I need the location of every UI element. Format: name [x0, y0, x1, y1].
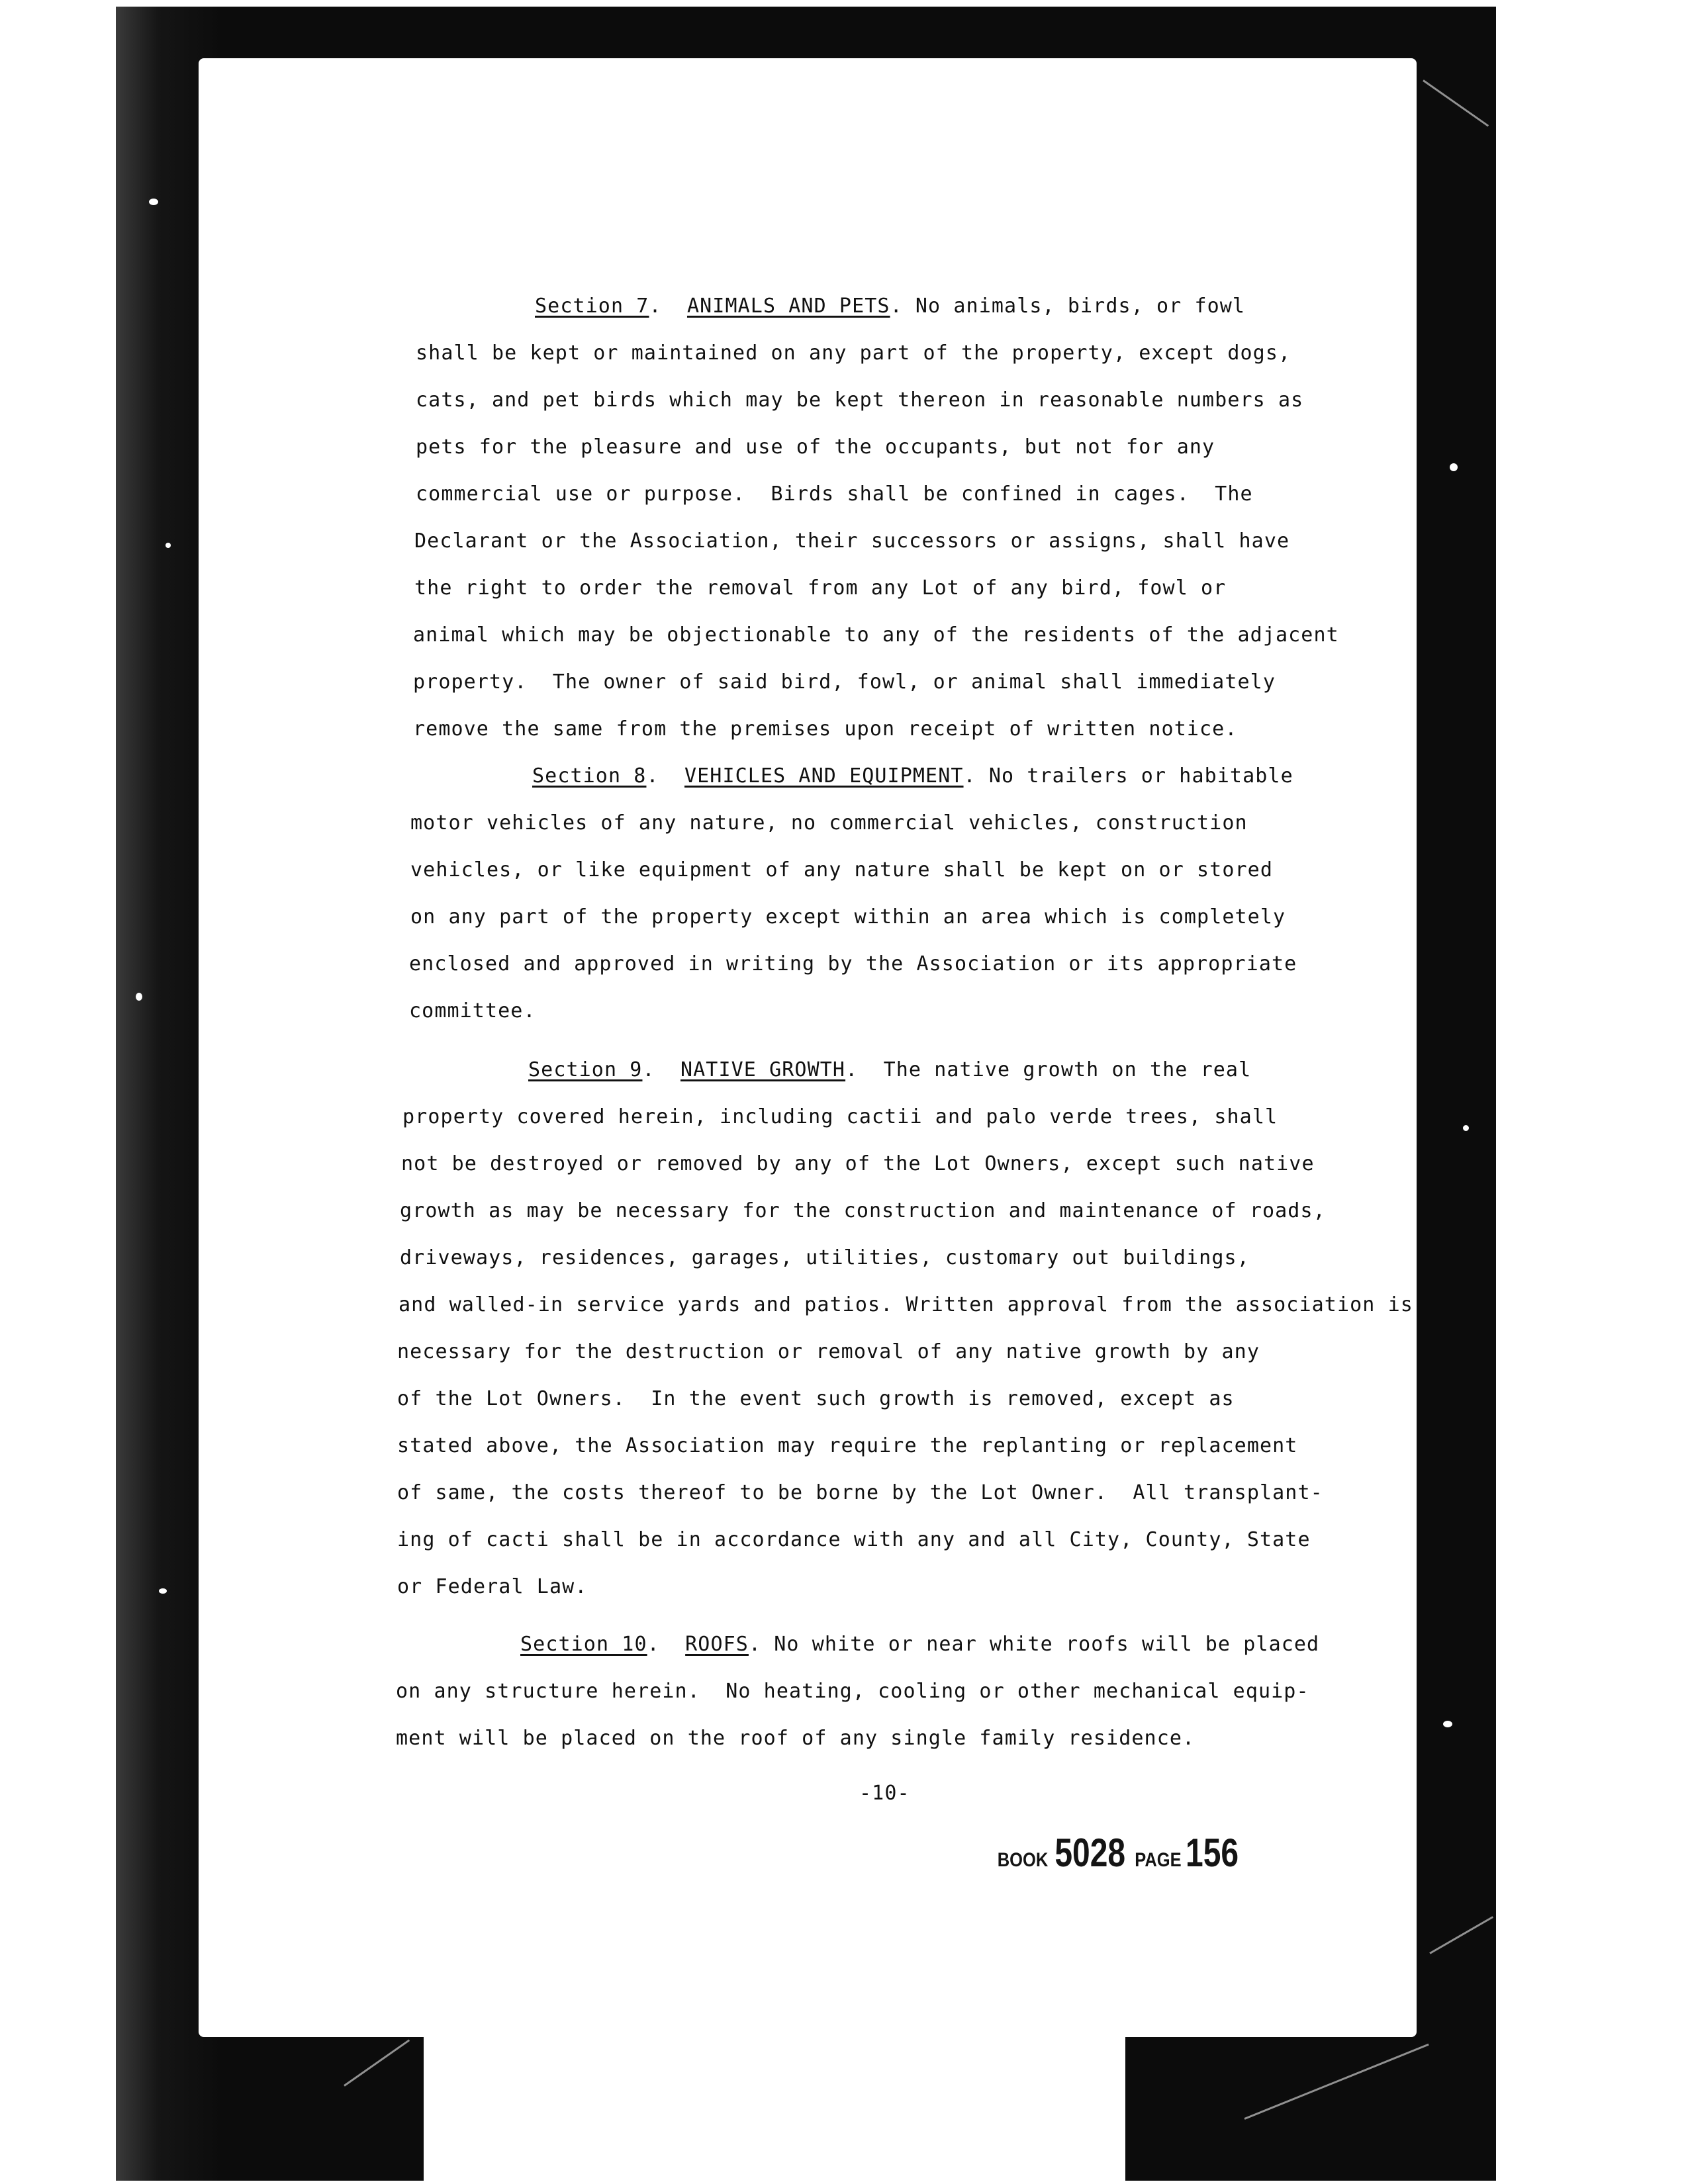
section-8-label: Section 8: [532, 764, 647, 788]
scan-speck: [1463, 1125, 1469, 1131]
scan-speck: [1443, 1721, 1452, 1727]
section-8-line-0: No trailers or habitable: [976, 764, 1293, 788]
section-9-line-3: growth as may be necessary for the construction and maintenance of roads,: [400, 1199, 1326, 1222]
section-7-line-2: cats, and pet birds which may be kept thereon in reasonable numbers as: [416, 388, 1304, 412]
section-9-line-2: not be destroyed or removed by any of the Lot Owners, except such native: [401, 1152, 1315, 1175]
section-7-line-5: Declarant or the Association, their successors or assigns, shall have: [414, 529, 1290, 553]
section-9-heading-line: Section 9. NATIVE GROWTH. The native growth on the real: [528, 1058, 1252, 1081]
section-7-line-0: No animals, birds, or fowl: [902, 295, 1246, 318]
section-9-line-9: of same, the costs thereof to be borne by the Lot Owner. All transplant-: [397, 1481, 1323, 1504]
section-8-line-2: vehicles, or like equipment of any nature shall be kept on or stored: [410, 858, 1273, 882]
section-7-heading-line: Section 7. ANIMALS AND PETS. No animals, birds, or fowl: [535, 295, 1246, 318]
section-8-title: VEHICLES AND EQUIPMENT: [684, 764, 964, 788]
section-7-line-9: remove the same from the premises upon receipt of written notice.: [413, 717, 1238, 741]
stamp-book-label: BOOK: [997, 1849, 1049, 1871]
section-7-line-7: animal which may be objectionable to any of the residents of the adjacent: [413, 623, 1339, 647]
scan-speck: [159, 1588, 167, 1594]
section-10-line-0: No white or near white roofs will be placed: [761, 1633, 1320, 1656]
section-10-title: ROOFS: [685, 1633, 749, 1656]
recording-stamp: [993, 1830, 1239, 1876]
scan-bottom-gap: [424, 2035, 1125, 2184]
scan-speck: [149, 199, 158, 205]
stamp-book-number: 5028: [1055, 1831, 1126, 1875]
section-9-line-10: ing of cacti shall be in accordance with any and all City, County, State: [397, 1528, 1311, 1551]
section-9-line-1: property covered herein, including cactii and palo verde trees, shall: [402, 1105, 1278, 1128]
section-9-line-7: of the Lot Owners. In the event such growth is removed, except as: [397, 1387, 1235, 1410]
section-7-title: ANIMALS AND PETS: [686, 295, 890, 318]
section-8-heading-line: Section 8. VEHICLES AND EQUIPMENT. No trailers or habitable: [532, 764, 1293, 788]
section-9-line-6: necessary for the destruction or removal of any native growth by any: [397, 1340, 1260, 1363]
section-8-line-5: committee.: [409, 999, 536, 1023]
section-10-line-2: ment will be placed on the roof of any single family residence.: [396, 1727, 1196, 1750]
section-8-line-1: motor vehicles of any nature, no commercial vehicles, construction: [410, 811, 1248, 835]
section-9-title: NATIVE GROWTH: [680, 1058, 846, 1081]
section-9-line-4: driveways, residences, garages, utilities, customary out buildings,: [400, 1246, 1250, 1269]
section-10-heading-line: Section 10. ROOFS. No white or near white roofs will be placed: [520, 1633, 1320, 1656]
page-number: -10-: [859, 1782, 910, 1805]
section-10-line-1: on any structure herein. No heating, cooling or other mechanical equip-: [396, 1680, 1309, 1703]
section-8-line-4: enclosed and approved in writing by the Association or its appropriate: [409, 952, 1297, 976]
section-10-label: Section 10: [520, 1633, 647, 1656]
section-7-line-3: pets for the pleasure and use of the occupants, but not for any: [416, 435, 1215, 459]
scan-speck: [136, 993, 142, 1001]
scan-speck: [1450, 463, 1458, 471]
section-9-label: Section 9: [528, 1058, 643, 1081]
section-9-line-5: and walled-in service yards and patios. Written approval from the association is: [399, 1293, 1413, 1316]
scan-speck: [165, 543, 171, 548]
section-7-line-6: the right to order the removal from any Lot of any bird, fowl or: [414, 576, 1227, 600]
section-7-line-4: commercial use or purpose. Birds shall be confined in cages. The: [416, 482, 1253, 506]
stamp-page-number: 156: [1185, 1831, 1239, 1875]
section-9-line-0: The native growth on the real: [858, 1058, 1252, 1081]
section-8-line-3: on any part of the property except within an area which is completely: [410, 905, 1286, 929]
section-7-line-8: property. The owner of said bird, fowl, or animal shall immediately: [413, 670, 1276, 694]
section-7-line-1: shall be kept or maintained on any part of the property, except dogs,: [416, 341, 1291, 365]
stamp-page-label: PAGE: [1135, 1849, 1182, 1871]
section-7-label: Section 7: [535, 295, 649, 318]
section-9-line-11: or Federal Law.: [397, 1575, 588, 1598]
section-9-line-8: stated above, the Association may require the replanting or replacement: [397, 1434, 1298, 1457]
